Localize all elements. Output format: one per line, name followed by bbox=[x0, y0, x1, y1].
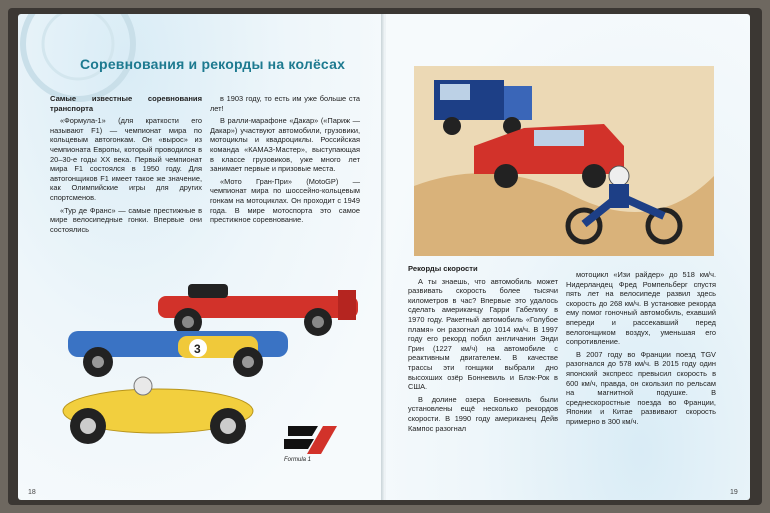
paragraph-tour-de-france: «Тур де Франс» — самые престижные в мире велосипедные гонки. Впервые они состоялись bbox=[50, 205, 202, 234]
section-subtitle-records: Рекорды скорости bbox=[408, 264, 478, 273]
yellow-vintage-car-icon bbox=[63, 377, 253, 444]
paragraph-tour-cont: в 1903 году, то есть им уже больше ста лет! bbox=[210, 94, 360, 113]
paragraph-trains: В 2007 году во Франции поезд TGV разогнался до 578 км/ч. В 2015 году один японский экспресс превысил скорость в 600 км/ч, правда, он скользил по рельсам на магнитной подушке. В среднескоростные поезда во Франции, Японии и Китае развивают скорость примерно в 300 км/ч. bbox=[566, 349, 716, 426]
section-subtitle: Самые известные соревнования транспорта bbox=[50, 94, 202, 113]
blue-race-car-icon bbox=[68, 331, 288, 377]
paragraph-formula1: «Формула-1» (для краткости его называют F1) — чемпионат мира по кольцевым автогонкам. Он «вырос» из чемпионата Европы, который проводился в 20–30-е годы XX века. Первый чемпионат мира F1 состоялся в 1950 году. Для автогонщиков F1 имеет такое же значение, как Олимпийские игры для других спортсменов. bbox=[50, 116, 202, 202]
formula1-logo-icon bbox=[284, 426, 337, 454]
page-title: Соревнования и рекорды на колёсах bbox=[80, 56, 346, 72]
formula1-logo-text: Formula 1 bbox=[284, 457, 312, 463]
race-cars-illustration bbox=[48, 276, 368, 476]
right-column-1 bbox=[408, 264, 558, 436]
paragraph-bonneville: В долине озера Бонневиль были установлены ещё несколько рекордов скорости. В 1990 году американец Дейв Кампос разогнал bbox=[408, 394, 558, 433]
right-column-2 bbox=[566, 270, 716, 430]
paragraph-speed-records: А ты знаешь, что автомобиль может развивать скорость более тысячи километров в час? Впервые это удалось сделать американцу Гарри Габелиху в 1970 году. Ракетный автомобиль «Голубое пламя» он разогнал до 1014 км/ч. В 1997 году его рекорд побил англичанин Энди Грин (1227 км/ч) на автомобиле с реактивным двигателем. В качестве трассы эти гонщики выбрали дно высохших озёр Бонневиль и Блэк-Рок в США. bbox=[408, 276, 558, 392]
page-number-right: 19 bbox=[730, 489, 738, 496]
paragraph-motogp: «Мото Гран-При» (MotoGP) — чемпионат мира по шоссейно-кольцевым гонкам на мотоциклах. Он проходит с 1949 года. В мире мотоспорта это самое престижное соревнование. bbox=[210, 176, 360, 225]
red-f1-car-icon bbox=[158, 284, 358, 336]
dakar-rally-illustration bbox=[414, 66, 714, 256]
left-column-2 bbox=[210, 94, 360, 228]
paragraph-bike-record: мотоцикл «Изи райдер» до 518 км/ч. Нидерландец Фред Ромпельберг спустя пять лет на велосипеде развил здесь скорость до 268 км/ч. В установке рекорда ему помог гоночный автомобиль, ехавший впереди и рассекавший перед велогонщиком воздух, уменьшая его сопротивление. bbox=[566, 270, 716, 347]
right-page bbox=[386, 14, 750, 500]
svg-text:3: 3 bbox=[194, 342, 201, 356]
page-number-left: 18 bbox=[28, 489, 36, 496]
left-column-1 bbox=[50, 94, 202, 237]
paragraph-dakar: В ралли-марафоне «Дакар» («Париж — Дакар») участвуют автомобили, грузовики, мотоциклы и квадроциклы. Российская команда «КАМАЗ-Мастер», выступающая в классе грузовиков, уже много лет занимает первые и призовые места. bbox=[210, 116, 360, 174]
left-page bbox=[18, 14, 382, 500]
